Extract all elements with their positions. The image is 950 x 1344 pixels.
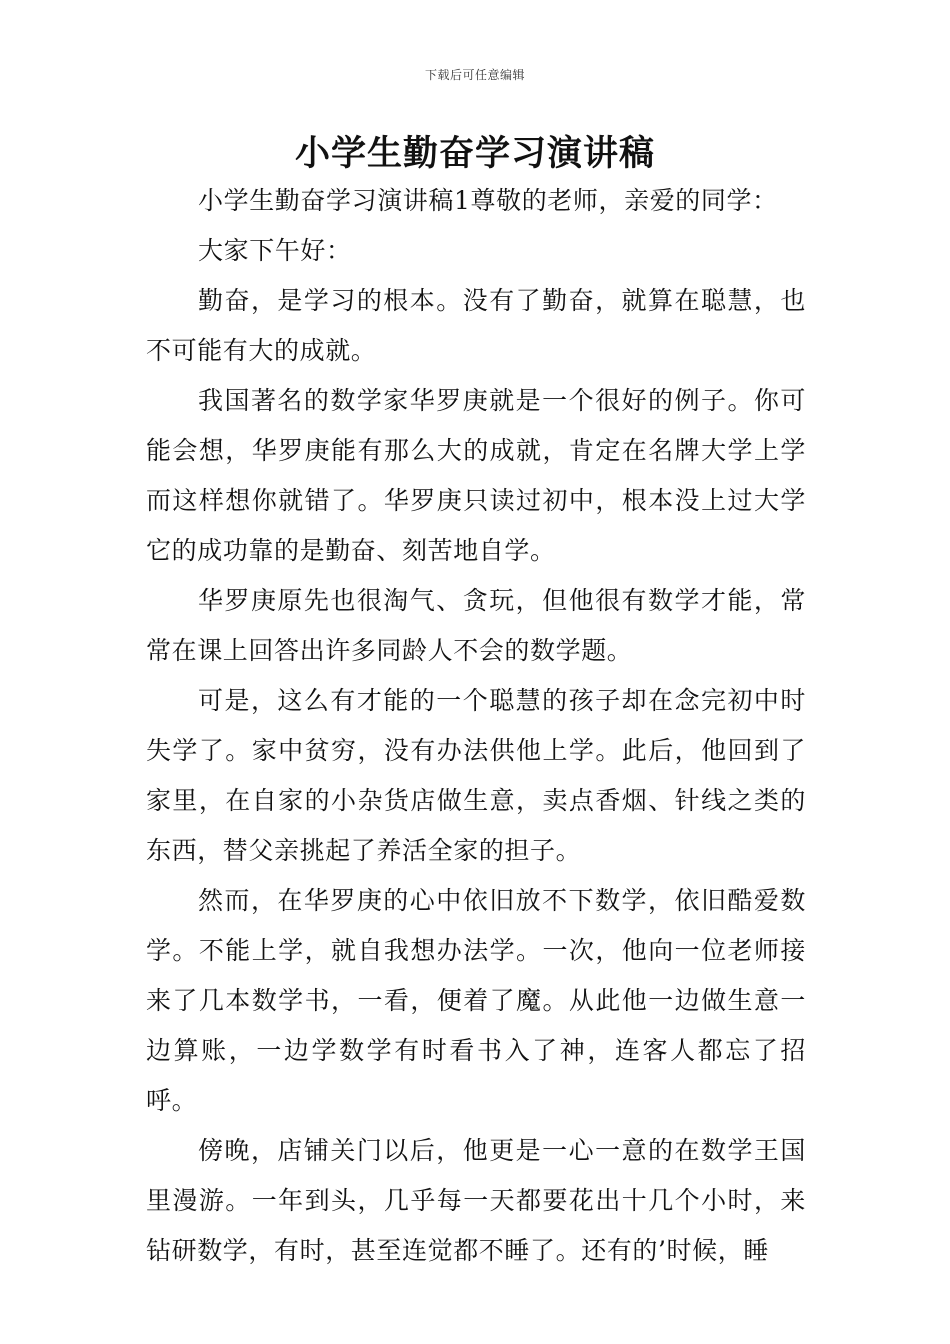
header-note: 下载后可任意编辑 [424, 68, 525, 82]
paragraph: 可是，这么有才能的一个聪慧的孩子却在念完初中时失学了。家中贫穷，没有办法供他上学。此后，他回到了家里，在自家的小杂货店做生意，卖点香烟、针线之类的东西，替父亲挑起了养活全家的担子。 [146, 686, 806, 865]
paragraph: 然而，在华罗庚的心中依旧放不下数学，依旧酷爱数学。不能上学，就自我想办法学。一次，他向一位老师接来了几本数学书，一看，便着了魔。从此他一边做生意一边算账，一边学数学有时看书入了神，连客人都忘了招呼。 [146, 886, 806, 1115]
paragraph: 大家下午好： [198, 236, 352, 265]
paragraph: 勤奋，是学习的根本。没有了勤奋，就算在聪慧，也不可能有大的成就。 [146, 286, 806, 365]
paragraph: 华罗庚原先也很淘气、贪玩，但他很有数学才能，常常在课上回答出许多同龄人不会的数学题。 [146, 586, 806, 665]
paragraph: 傍晚，店铺关门以后，他更是一心一意的在数学王国里漫游。一年到头，几乎每一天都要花出十几个小时，来钻研数学，有时，甚至连觉都不睡了。还有的’时候，睡 [146, 1136, 806, 1265]
document-body [146, 176, 806, 1276]
paragraph: 我国著名的数学家华罗庚就是一个很好的例子。你可能会想，华罗庚能有那么大的成就，肯定在名牌大学上学而这样想你就错了。华罗庚只读过初中，根本没上过大学它的成功靠的是勤奋、刻苦地自学。 [146, 386, 806, 565]
paragraph: 小学生勤奋学习演讲稿1尊敬的老师，亲爱的同学： [198, 186, 778, 215]
document-title: 小学生勤奋学习演讲稿 [294, 134, 655, 174]
